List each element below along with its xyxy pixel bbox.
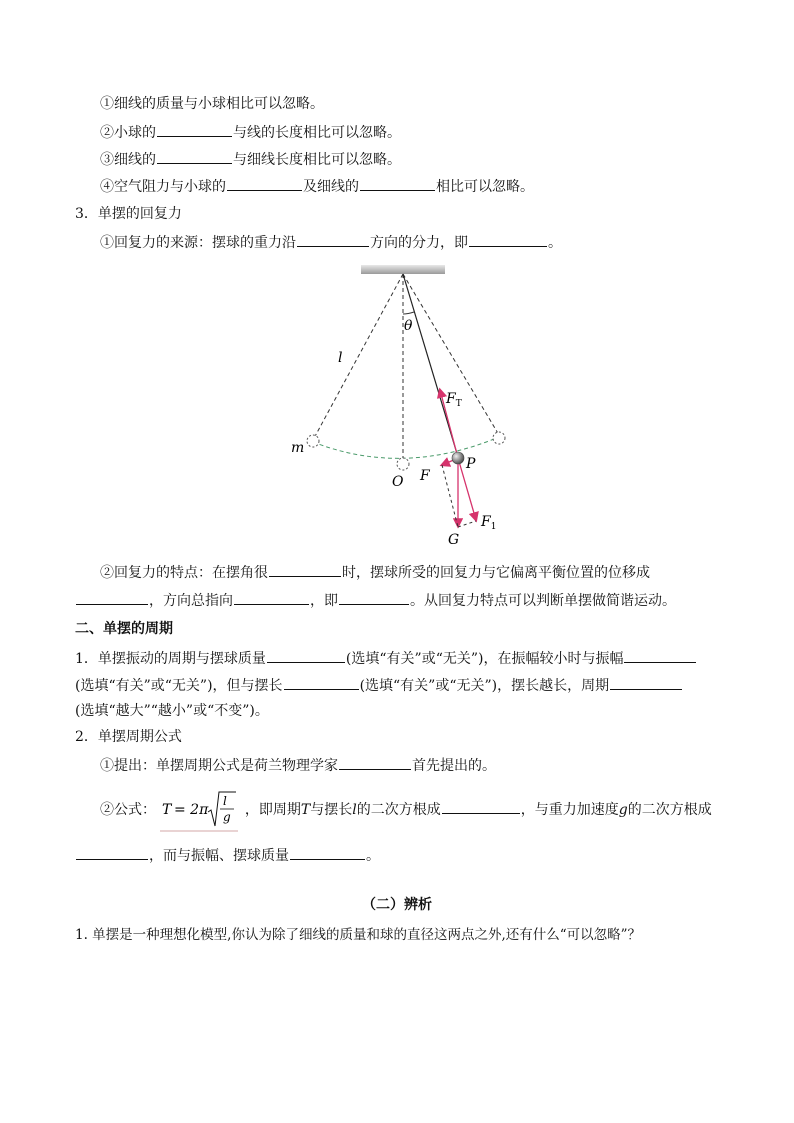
section-title-period: 二、单摆的周期	[75, 621, 173, 637]
section-title-restoring-force: 3．单摆的回复力	[75, 206, 182, 222]
label-tension: $F_T$	[446, 391, 462, 409]
fill-blank[interactable]	[284, 675, 359, 690]
period-line-3: (选填“越大”“越小”或“不变”)。	[75, 703, 269, 719]
fill-blank[interactable]	[624, 648, 696, 663]
ball-right-position	[493, 432, 505, 444]
fill-blank[interactable]	[469, 232, 547, 247]
fill-blank[interactable]	[610, 675, 682, 690]
label-mass: m	[291, 440, 305, 456]
left-extreme-line	[313, 274, 403, 440]
item-line-2: ②小球的 与线的长度相比可以忽略。	[100, 122, 401, 142]
right-extreme-line	[403, 274, 499, 435]
restoring-force-feature: ②回复力的特点：在摆角很 时，摆球所受的回复力与它偏离平衡位置的位移成	[100, 562, 650, 582]
construction-line	[442, 465, 458, 527]
fill-blank[interactable]	[360, 176, 435, 191]
svg-text:l: l	[223, 794, 228, 808]
item-line-4: ④空气阻力与小球的 及细线的 相比可以忽略。	[100, 176, 534, 196]
label-force-f: F	[420, 468, 430, 484]
label-gravity: G	[448, 532, 460, 548]
svg-text:g: g	[223, 810, 232, 824]
svg-text:= 2π: = 2π	[174, 802, 209, 818]
svg-text:T: T	[162, 802, 172, 818]
fill-blank[interactable]	[269, 562, 341, 577]
label-point-p: P	[466, 456, 476, 472]
formula-line-cont: ，而与振幅、摆球质量 。	[75, 845, 380, 865]
analysis-question-1: 1. 单摆是一种理想化模型,你认为除了细线的质量和球的直径这两点之外,还有什么“可以忽略”？	[75, 927, 642, 943]
pendulum-diagram	[280, 262, 530, 552]
fill-blank[interactable]	[442, 799, 520, 814]
item-line-1: ①细线的质量与小球相比可以忽略。	[100, 96, 324, 112]
fill-blank[interactable]	[157, 122, 232, 137]
label-theta: θ	[404, 318, 413, 334]
construction-line	[458, 521, 476, 527]
fill-blank[interactable]	[339, 755, 411, 770]
item-line-3: ③细线的 与细线长度相比可以忽略。	[100, 149, 401, 169]
pendulum-ball	[452, 452, 464, 464]
fill-blank[interactable]	[76, 845, 148, 860]
pendulum-string	[403, 274, 458, 457]
section-title-formula: 2．单摆周期公式	[75, 729, 182, 745]
restoring-force-feature-cont: ，方向总指向 ，即 。从回复力特点可以判断单摆做简谐运动。	[75, 590, 676, 610]
fill-blank[interactable]	[157, 149, 232, 164]
period-line-2: (选填“有关”或“无关”)，但与摆长 (选填“有关”或“无关”)，摆长越长，周期	[75, 675, 683, 695]
angle-arc	[403, 312, 414, 314]
fill-blank[interactable]	[227, 176, 302, 191]
formula-line: ②公式： T = 2π l g ，即周期T与摆长l的二次方根成 ，与重力加速度g的二次方根成	[100, 788, 712, 832]
ball-left-position	[307, 435, 319, 447]
restoring-force-source: ①回复力的来源：摆球的重力沿 方向的分力，即 。	[100, 232, 562, 252]
fill-blank[interactable]	[76, 590, 148, 605]
ceiling-support	[361, 265, 445, 274]
ball-equilibrium-position	[397, 458, 409, 470]
analysis-title: （二）辨析	[362, 897, 432, 913]
fill-blank[interactable]	[339, 590, 409, 605]
fill-blank[interactable]	[297, 232, 369, 247]
label-origin: O	[392, 474, 404, 490]
fill-blank[interactable]	[234, 590, 309, 605]
label-f1: $F_1$	[481, 514, 497, 532]
fill-blank[interactable]	[267, 648, 345, 663]
label-length: l	[338, 350, 343, 366]
period-line-1: 1．单摆振动的周期与摆球质量 (选填“有关”或“无关”)，在振幅较小时与振幅	[75, 648, 697, 668]
formula-proposer-line: ①提出：单摆周期公式是荷兰物理学家 首先提出的。	[100, 755, 496, 775]
fill-blank[interactable]	[290, 845, 365, 860]
period-formula	[160, 788, 240, 832]
